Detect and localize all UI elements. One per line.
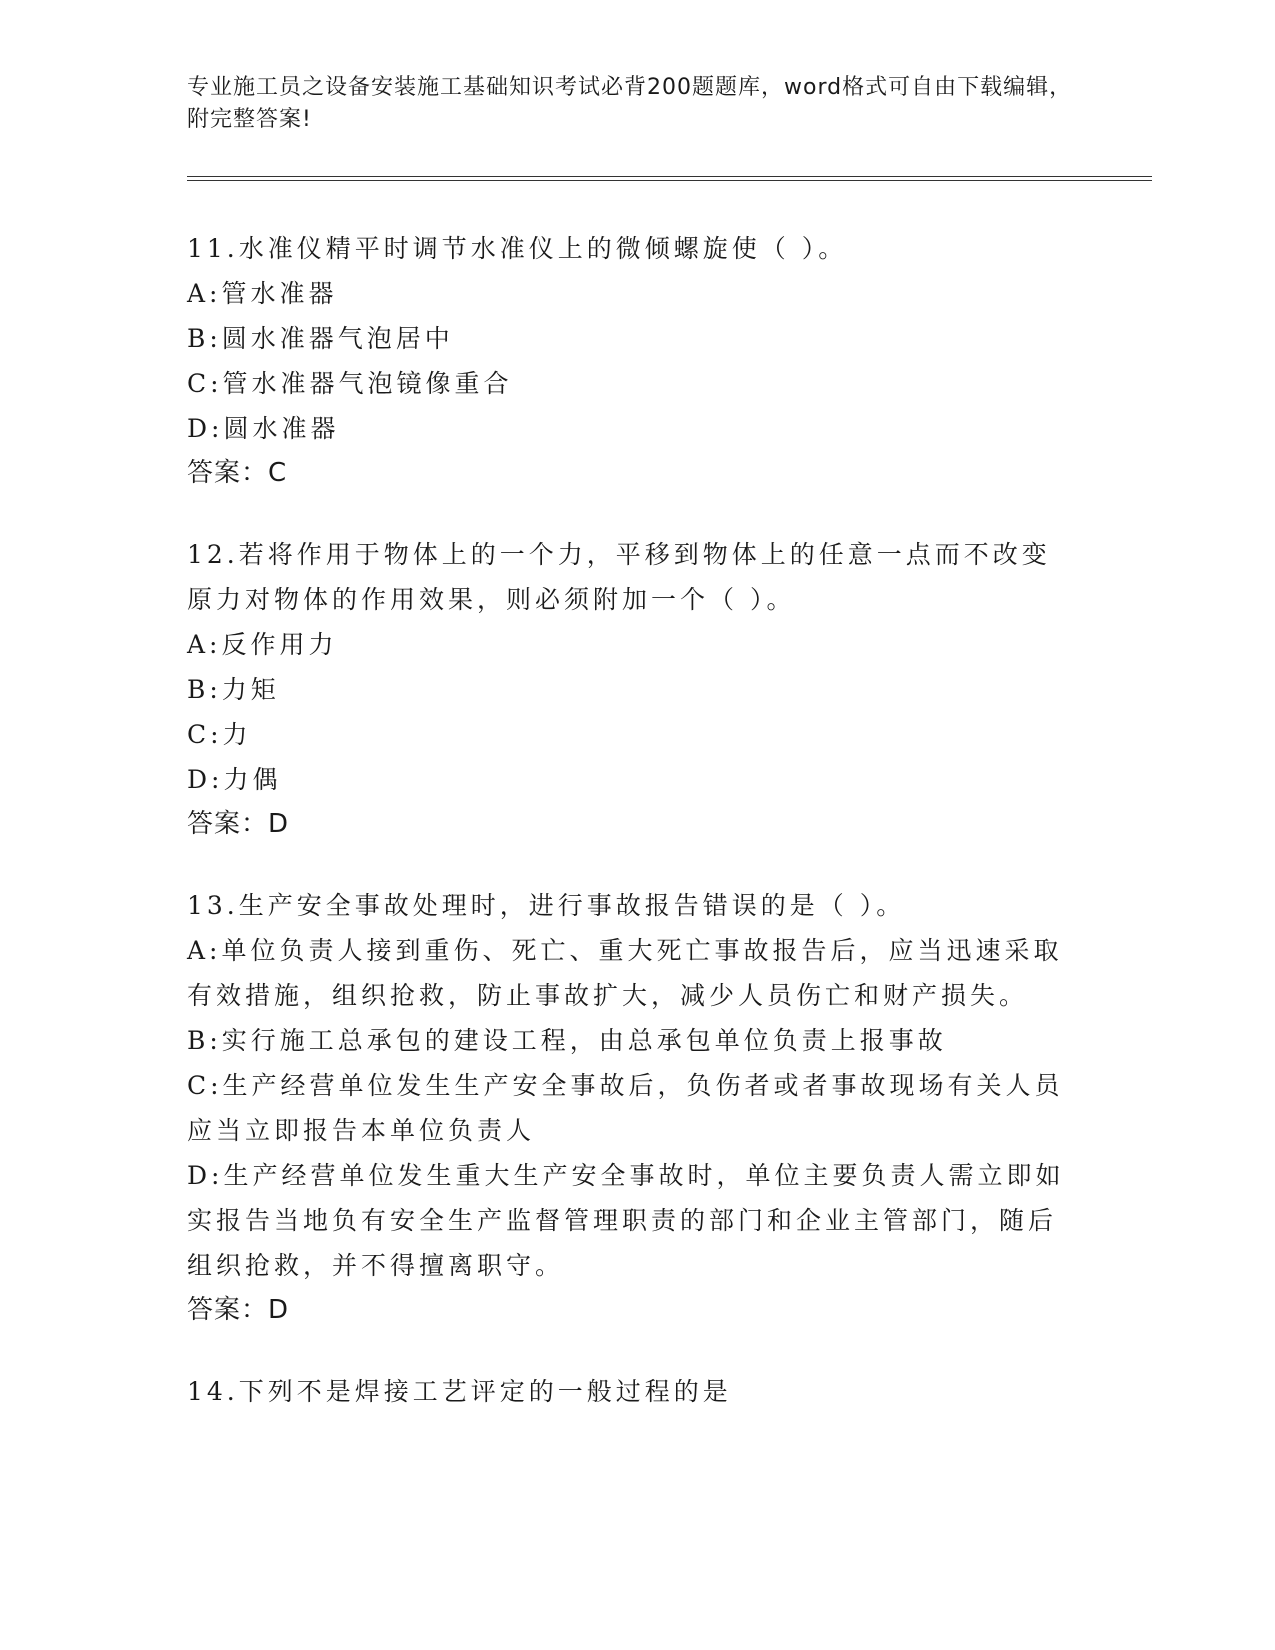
question-text: 13.生产安全事故处理时，进行事故报告错误的是（ ）。	[187, 891, 906, 920]
option-c: C:生产经营单位发生生产安全事故后，负伤者或者事故现场有关人员应当立即报告本单位负责人	[187, 1071, 1064, 1145]
option-d: D:圆水准器	[187, 414, 340, 443]
question-12	[187, 532, 1077, 847]
option-b: B:圆水准器气泡居中	[187, 324, 454, 353]
question-text: 12.若将作用于物体上的一个力，平移到物体上的任意一点而不改变原力对物体的作用效果，则必须附加一个（ ）。	[187, 540, 1051, 614]
question-text: 11.水准仪精平时调节水准仪上的微倾螺旋使（ ）。	[187, 234, 848, 263]
answer: 答案：D	[187, 809, 290, 839]
option-a: A:管水准器	[187, 279, 338, 308]
document-header: 专业施工员之设备安装施工基础知识考试必背200题题库，word格式可自由下载编辑，附完整答案!	[187, 75, 1073, 132]
answer: 答案：C	[187, 458, 288, 488]
answer: 答案：D	[187, 1295, 290, 1325]
question-13	[187, 883, 1077, 1333]
option-b: B:实行施工总承包的建设工程，由总承包单位负责上报事故	[187, 1026, 947, 1055]
question-text: 14.下列不是焊接工艺评定的一般过程的是	[187, 1377, 732, 1406]
option-c: C:力	[187, 720, 252, 749]
question-11	[187, 226, 1077, 496]
question-14	[187, 1369, 1077, 1414]
question-list	[187, 226, 1077, 1450]
option-d: D:生产经营单位发生重大生产安全事故时，单位主要负责人需立即如实报告当地负有安全生产监督管理职责的部门和企业主管部门，随后组织抢救，并不得擅离职守。	[187, 1161, 1065, 1280]
option-b: B:力矩	[187, 675, 280, 704]
option-c: C:管水准器气泡镜像重合	[187, 369, 513, 398]
option-d: D:力偶	[187, 765, 282, 794]
header-divider	[187, 176, 1152, 181]
option-a: A:反作用力	[187, 630, 338, 659]
option-a: A:单位负责人接到重伤、死亡、重大死亡事故报告后，应当迅速采取有效措施，组织抢救，防止事故扩大，减少人员伤亡和财产损失。	[187, 936, 1063, 1010]
